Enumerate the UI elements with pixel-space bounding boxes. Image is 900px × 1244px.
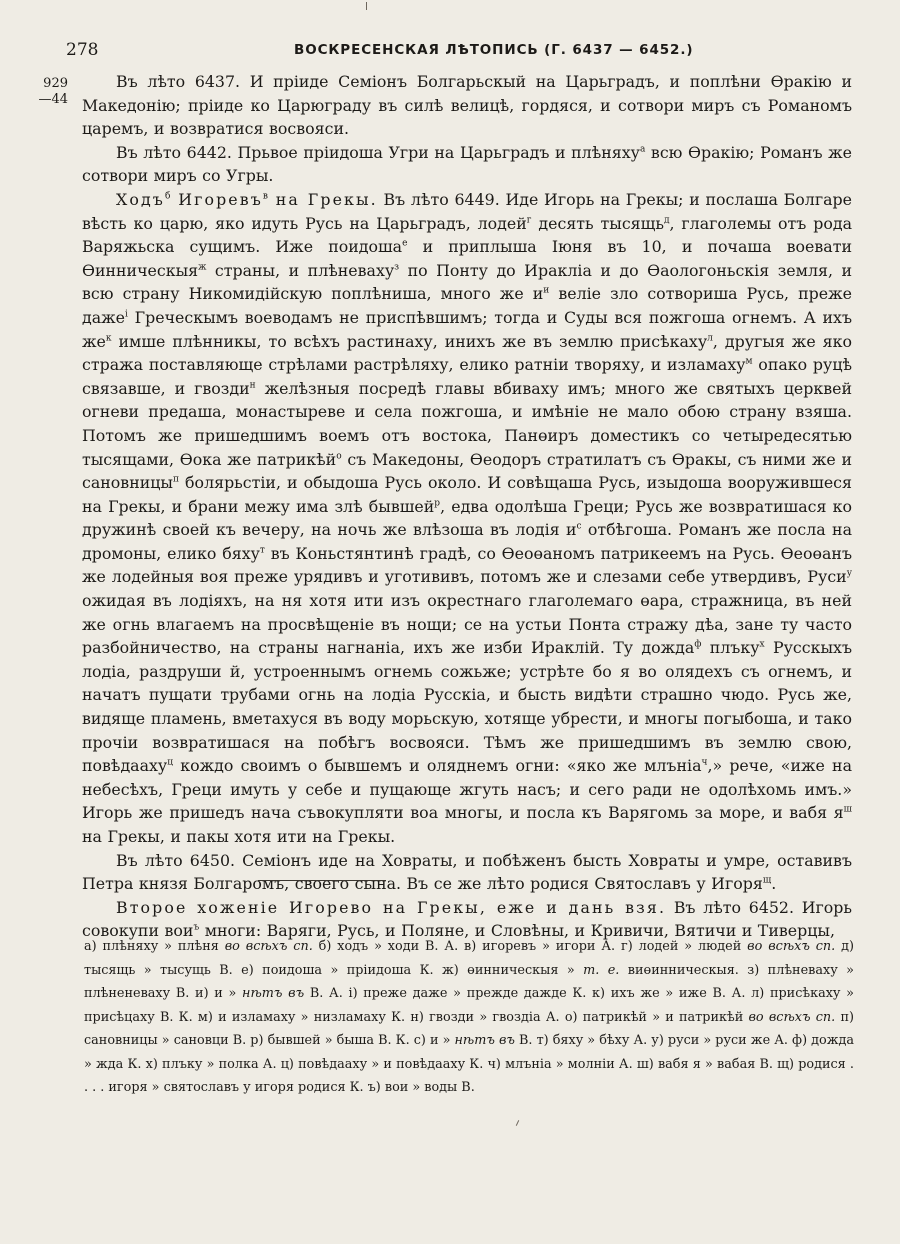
text-run: Въ лѣто 6450. Семiонъ иде на Ховраты, и побѣженъ бысть Ховраты и умре, оставивъ Петра князя Болгаромъ, своего сына. Въ се же лѣто родися Святославъ у Игоря	[82, 850, 852, 894]
text-run: д) тысящь » тысущь В. е) поидоша » прiидоша К. ж) өинническыя »	[84, 939, 854, 978]
footnote-marker: с	[576, 521, 582, 532]
print-speck	[516, 1120, 519, 1126]
text-run: ,» рече, «иже на небесѣхъ, Греци имуть у себе и пущающе жгуть насъ; и сего ради не одолѣхомь имъ.» Игорь же пришедъ нача съвокупляти воа многы, и посла къ Варягомь за море, и вабя я	[82, 756, 852, 823]
text-run: десять тысящь	[531, 213, 664, 233]
paragraph	[82, 188, 852, 849]
footnote-marker: ц	[167, 757, 174, 768]
footnote-marker: о	[336, 451, 342, 462]
text-run: опако руцѣ связавше, и гвозди	[82, 355, 853, 398]
paragraph	[82, 849, 852, 896]
footnote-marker: в	[262, 191, 268, 202]
footnote-marker: м	[745, 356, 753, 367]
footnote-marker: ч	[701, 757, 708, 768]
footnote-separator	[258, 880, 386, 881]
footnote-marker: з	[394, 262, 400, 273]
footnote-marker: д	[663, 215, 670, 226]
text-run: ожидая въ лодiяхъ, на ня хотя ити изъ окрестнаго глаголемаго өара, стражница, въ ней же огнь влагаемъ на просвѣщенiе въ нощи; се на устьи Понта стражу дѣа, зане ту часто разбойничество, на страны нагнанiа, ихъ же изби Ираклiй. Ту дожда	[82, 591, 852, 658]
italic-note: нѣтъ въ	[454, 1033, 515, 1048]
page-number: 278	[66, 40, 99, 60]
text-run: кождо своимъ о бывшемъ и оляднемъ огни: «яко же млънiа	[173, 756, 702, 776]
text-run: многи: Варяги, Русь, и Поляне, и Словѣны, и Кривичи, Вятичи и Тиверцы,	[199, 921, 835, 941]
text-run: болярьстiи, и обыдоша Русь около. И совѣщаша Русь, изыдоша вооружившеся на Грекы, и брани межу има злѣ бывшей	[82, 473, 852, 516]
text-run: страны, и плѣневаху	[206, 260, 395, 280]
text-run: на Грекы, и пакы хотя ити на Грекы.	[82, 827, 396, 846]
print-speck	[366, 2, 367, 10]
text-run: желѣзныя посредѣ главы вбиваху имъ; много же святыхъ церквей огневи предаша, монастыреве и села пожгоша, и имѣнiе не мало обою страну взяша. Потомъ же пришедшимъ воемъ отъ востока, Панөиръ доместикъ со четыредесятью тысящами, Өока же патрикѣй	[82, 378, 853, 469]
italic-note: т. е.	[583, 962, 620, 978]
footnote-marker: л	[707, 333, 713, 344]
italic-note: во всѣхъ сп.	[748, 1009, 836, 1025]
running-title: ВОСКРЕСЕНСКАЯ ЛѢТОПИСЬ (Г. 6437 — 6452.)	[294, 42, 694, 58]
italic-note: во всѣхъ сп.	[224, 939, 313, 954]
footnote-marker: т	[259, 545, 265, 556]
footnote-marker: у	[846, 569, 852, 580]
text-run: , глаголемы отъ рода Варяжьска сущимъ. Иже поидоша	[82, 213, 853, 257]
paragraph	[82, 70, 852, 141]
chronicle-text	[82, 70, 852, 943]
footnote-marker: г	[526, 215, 532, 226]
footnote-marker: б	[164, 191, 171, 202]
page-header	[66, 40, 860, 66]
footnote-marker: а	[639, 144, 646, 155]
text-run: , едва одолѣша Греци; Русь же возвратишася ко дружинѣ своей къ вечеру, на ночь же влѣзоша въ лодiя и	[82, 496, 852, 540]
text-run: б) ходъ » ходи В. А. в) игоревъ » игори А. г) лодей » людей	[312, 939, 748, 954]
text-run: виөинническыя. з) плѣневаху » плѣненеваху В. и) и »	[84, 962, 854, 1001]
heading-phrase: Второе хоженiе Игорево на Грекы,	[116, 897, 487, 917]
heading-phrase: на Грекы.	[267, 189, 378, 209]
footnote-marker: ф	[694, 639, 702, 650]
text-run: всю Өракiю; Романъ же сотвори миръ со Угры.	[82, 142, 852, 186]
paragraph	[82, 141, 852, 188]
text-run: В. т) бяху » бѣху А. у) руси » руси же А. ф) дожда » жда К. х) плъку » полка А. ц) повѣдааху » и повѣдааху К. ч) млънiа » молнiи А. ш) вабя я » вабая В. щ) родися . . . . игоря » святославъ у игоря родися К. ъ) вои » воды В.	[84, 1033, 854, 1095]
footnote-marker: ъ	[193, 923, 200, 934]
footnote-marker: х	[759, 639, 765, 650]
italic-note: во всѣхъ сп.	[747, 939, 836, 954]
text-run: отбѣгоша. Романъ же посла на дромоны, елико бяху	[82, 520, 852, 563]
text-run: .	[771, 874, 777, 894]
margin-note-line: 929	[43, 76, 68, 91]
text-run: велiе зло сотвориша Русь, преже даже	[82, 284, 852, 327]
footnote-block	[84, 935, 854, 1100]
text-run: и приплыша Iюня въ 10, и почаша воевати Өинническыя	[82, 237, 852, 280]
text-run: плъку	[701, 638, 760, 658]
heading-phrase: еже и дань взя.	[486, 897, 667, 917]
footnote-marker: п	[173, 474, 179, 485]
footnote-marker: е	[402, 238, 408, 249]
text-run: съ Македоны, Өеодоръ стратилатъ съ Өракы, съ ними же и сановницы	[82, 449, 852, 493]
text-run: Въ лѣто 6449. Иде Игорь на Грекы; и послаша Болгаре вѣсть ко царю, яко идуть Русь на Царьградъ, лодей	[82, 189, 852, 233]
heading-phrase: Игоревъ	[170, 189, 263, 209]
text-run: Русскыхъ лодiа, раздруши й, устроеннымъ огнемь сожьже; устрѣте бо я во олядехъ съ огнемъ, и начатъ пущати трубами огнь на лодiа Русскiа, и бысть видѣти страшно чюдо. Русь же, видяще пламень, вметахуся въ воду морьскую, хотяще убрести, и многы погыбоша, и тако прочiи возвратишася на побѣгъ восвояси. Тѣмъ же пришедшимъ въ землю свою, повѣдааху	[82, 638, 852, 776]
text-run: В. А. i) преже даже » прежде дажде К. к) ихъ же » иже В. А. л) присѣкаху » присѣцаху В. К. м) и изламаху » низламаху К. н) гвозди » гвоздiа А. о) патрикѣй » и патрикѣй	[84, 986, 854, 1025]
text-run: , другыя же яко стража поставляюще стрѣлами растрѣляху, елико ратнiи творяху, и изламаху	[82, 331, 853, 375]
margin-note-line: —44	[38, 92, 68, 107]
footnote-marker: и	[543, 286, 550, 297]
text-run: Въ лѣто 6452. Игорь совокупи вои	[82, 897, 853, 941]
text-run: въ Коньстянтинѣ градѣ, со Өеоөаномъ патрикеемъ на Русь. Өеоөанъ же лодейныя воя преже урядивъ и уготививъ, потомъ же и слезами себе утвердивъ, Руси	[82, 543, 852, 587]
footnote-marker: р	[434, 498, 441, 509]
heading-phrase: Ходъ	[116, 189, 165, 209]
margin-year-note	[28, 76, 68, 108]
text-run: Греческымъ воеводамъ не приспѣвшимъ; тогда и Суды вся пожгоша огнемъ. А ихъ же	[82, 307, 852, 351]
footnote-marker: i	[125, 309, 128, 320]
footnote-marker: ж	[198, 262, 207, 273]
italic-note: нѣтъ въ	[242, 986, 305, 1001]
text-run: по Понту до Ираклiа и до Өаологоньскiя земля, и всю страну Никомидiйскую поплѣниша, много же и	[82, 260, 852, 304]
footnote-marker: к	[105, 333, 112, 344]
text-run: имше плѣнникы, то всѣхъ растинаху, инихъ же въ землю присѣкаху	[111, 331, 708, 351]
footnotes	[84, 935, 854, 1100]
footnote-marker: щ	[762, 875, 772, 886]
text-run: а) плѣняху » плѣня	[84, 939, 225, 954]
text-run: Въ лѣто 6437. И прiиде Семiонъ Болгарьскый на Царьградъ, и поплѣни Өракiю и Македонiю; прiиде ко Царюграду въ силѣ велицѣ, гордяся, и сотвори миръ съ Романомъ царемъ, и возвратися восвояси.	[82, 72, 852, 139]
text-run: п) сановницы » сановци В. р) бывшей » быша В. К. с) и »	[84, 1009, 854, 1048]
footnote-marker: н	[249, 380, 256, 391]
footnote-marker: ш	[843, 805, 852, 816]
text-run: Въ лѣто 6442. Прьвое прiидоша Угри на Царьградъ и плѣняху	[116, 142, 640, 162]
